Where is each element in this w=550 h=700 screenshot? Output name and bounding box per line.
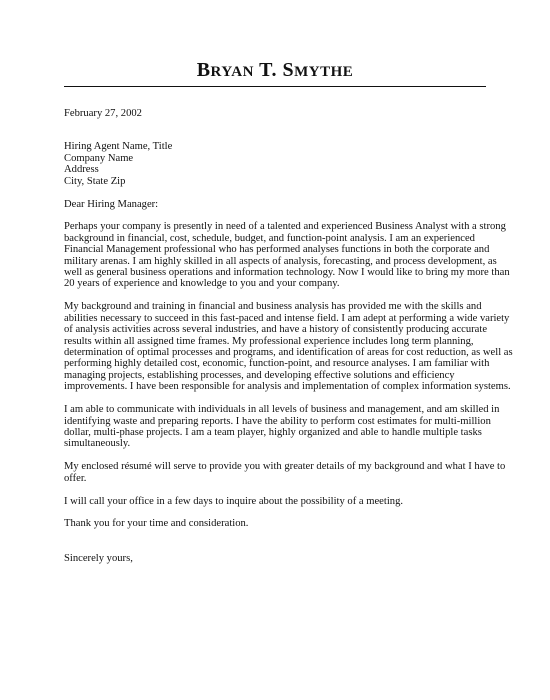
paragraph-line: military arenas. I am highly skilled in all aspects of analysis, forecasting, and process development, as xyxy=(64,255,497,267)
recipient-block xyxy=(64,141,490,187)
body-paragraph xyxy=(64,301,513,393)
paragraph-line: performing highly detailed cost, economic, function-point, and resource analyses. I am familiar with xyxy=(64,358,490,370)
letter-body xyxy=(64,108,513,564)
paragraph-line: dollar, multi-phase projects. I am a team player, highly organized and able to handle multiple tasks xyxy=(64,426,482,438)
body-paragraph xyxy=(64,518,490,529)
paragraph-line: Thank you for your time and consideration. xyxy=(64,518,249,530)
body-paragraph xyxy=(64,404,500,450)
paragraph-line: results within all assigned time frames. My professional experience includes long term planning, xyxy=(64,335,474,347)
name-middle-initial: T. xyxy=(259,59,277,81)
body-paragraph xyxy=(64,461,506,484)
salutation: Dear Hiring Manager: xyxy=(64,198,159,210)
letter-paragraphs xyxy=(64,221,513,530)
recipient-line: City, State Zip xyxy=(64,175,126,187)
paragraph-line: I am able to communicate with individuals in all levels of business and management, and am skilled in xyxy=(64,404,500,416)
name-rest-last: MYTHE xyxy=(294,64,354,80)
paragraph-line: improvements. I have been responsible for analysis and implementation of complex information systems. xyxy=(64,381,511,393)
recipient-line: Address xyxy=(64,164,99,176)
paragraph-line: abilities necessary to succeed in this fast-paced and intense field. I am adept at performing a wide variety xyxy=(64,312,510,324)
paragraph-line: offer. xyxy=(64,472,87,484)
letter-date: February 27, 2002 xyxy=(64,108,142,119)
paragraph-line: 20 years of experience and knowledge to you and your company. xyxy=(64,278,340,290)
paragraph-line: determination of optimal processes and programs, and identification of areas for cost reduction, as well as xyxy=(64,347,513,358)
letterhead-name xyxy=(0,58,550,84)
paragraph-line: identifying waste and preparing reports. I have the ability to perform cost estimates for multi-million xyxy=(64,415,491,427)
paragraph-line: of analysis activities across several industries, and have a history of consistently producing accurate xyxy=(64,324,488,336)
name-rest-first: RYAN xyxy=(210,64,254,80)
paragraph-line: I will call your office in a few days to inquire about the possibility of a meeting. xyxy=(64,495,404,507)
paragraph-line: background in financial, cost, schedule, budget, and function-point analysis. I am an experienced xyxy=(64,232,475,244)
paragraph-line: My enclosed résumé will serve to provide you with greater details of my background and what I have to xyxy=(64,461,506,473)
paragraph-line: well as general business operations and information technology. Now I would like to bring my more than xyxy=(64,267,510,279)
paragraph-line: My background and training in financial and business analysis has provided me with the skills and xyxy=(64,301,482,313)
name-initial-last: S xyxy=(282,59,295,81)
letterhead-divider xyxy=(64,86,486,87)
paragraph-line: Financial Management professional who has performed analyses functions in both the corporate and xyxy=(64,244,490,256)
paragraph-line: simultaneously. xyxy=(64,438,131,450)
recipient-line: Hiring Agent Name, Title xyxy=(64,141,173,153)
closing: Sincerely yours, xyxy=(64,552,133,564)
body-paragraph xyxy=(64,496,490,507)
name-initial-first: B xyxy=(196,59,211,81)
paragraph-line: Perhaps your company is presently in need of a talented and experienced Business Analyst with a strong xyxy=(64,221,506,233)
paragraph-line: managing projects, establishing processes, and developing effective solutions and efficiency xyxy=(64,369,455,381)
body-paragraph xyxy=(64,221,510,290)
recipient-line: Company Name xyxy=(64,152,134,164)
